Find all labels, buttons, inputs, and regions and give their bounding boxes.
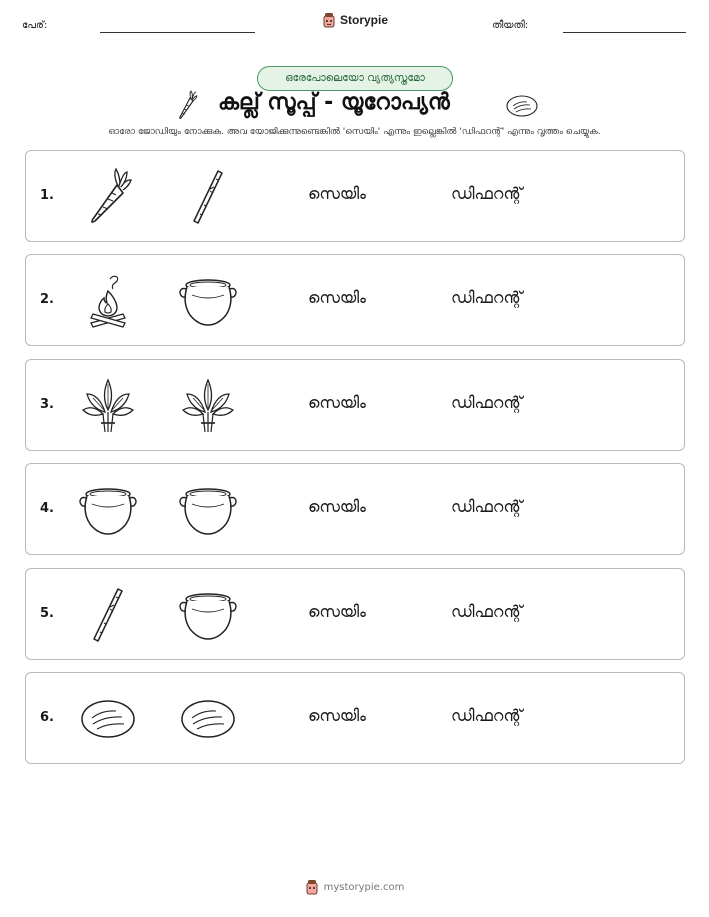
pot-icon (76, 478, 140, 542)
question-row (25, 150, 685, 242)
pot-icon (176, 269, 240, 333)
question-number: 1. (40, 188, 54, 203)
question-number: 2. (40, 292, 54, 308)
pot-icon (176, 583, 240, 647)
herbs-icon (76, 374, 140, 438)
bread-icon (176, 687, 240, 751)
different-option[interactable]: ഡിഫറന്റ് (451, 392, 523, 412)
stick-icon (76, 583, 140, 647)
brand-logo (322, 12, 388, 28)
instructions-text: ഓരോ ജോഡിയും നോക്കുക. അവ യോജിക്കുന്നുണ്ടെങ്കിൽ 'സെയിം' എന്നും ഇല്ലെങ്കിൽ 'ഡിഫറന്റ്' എന്നും വൃത്തം ചെയ്യുക. (108, 127, 601, 137)
same-option[interactable]: സെയിം (308, 392, 366, 412)
name-label: പേര്: (22, 20, 48, 31)
footer (0, 879, 709, 895)
different-option[interactable]: ഡിഫറന്റ് (451, 705, 523, 725)
different-option[interactable]: ഡിഫറന്റ് (451, 497, 523, 517)
question-number: 5. (40, 605, 54, 621)
footer-url[interactable]: mystorypie.com (323, 881, 405, 893)
bread-icon (76, 687, 140, 751)
pot-icon (176, 478, 240, 542)
stick-icon (176, 165, 240, 229)
page-title: കല്ല് സൂപ്പ് - യൂറോപ്യൻ (218, 90, 450, 115)
storypie-mascot-icon (305, 879, 319, 895)
date-field-line[interactable] (563, 32, 686, 33)
same-option[interactable]: സെയിം (308, 601, 366, 621)
herbs-icon (176, 374, 240, 438)
storypie-mascot-icon (322, 12, 336, 28)
question-row (25, 672, 685, 764)
same-option[interactable]: സെയിം (308, 184, 366, 203)
question-number: 6. (40, 709, 54, 725)
date-label: തീയതി: (492, 20, 529, 31)
different-option[interactable]: ഡിഫറന്റ് (451, 601, 523, 621)
question-row (25, 359, 685, 451)
campfire-icon (76, 269, 140, 333)
different-option[interactable]: ഡിഫറന്റ് (451, 184, 523, 203)
worksheet-type-badge: ഒരേപോലെയോ വ്യത്യസ്തമോ (257, 66, 453, 91)
same-option[interactable]: സെയിം (308, 705, 366, 725)
carrot-icon (76, 165, 140, 229)
question-number: 3. (40, 396, 54, 412)
same-option[interactable]: സെയിം (308, 497, 366, 517)
title-row (0, 88, 709, 124)
name-field-line[interactable] (100, 32, 255, 33)
question-row (25, 463, 685, 555)
question-row (25, 254, 685, 346)
same-option[interactable]: സെയിം (308, 288, 366, 308)
carrot-icon (176, 90, 198, 124)
question-number: 4. (40, 501, 54, 517)
bread-icon (505, 93, 539, 123)
question-list (25, 150, 685, 776)
question-row (25, 568, 685, 660)
worksheet-header (0, 0, 709, 50)
different-option[interactable]: ഡിഫറന്റ് (451, 288, 523, 308)
brand-name: Storypie (340, 13, 389, 27)
